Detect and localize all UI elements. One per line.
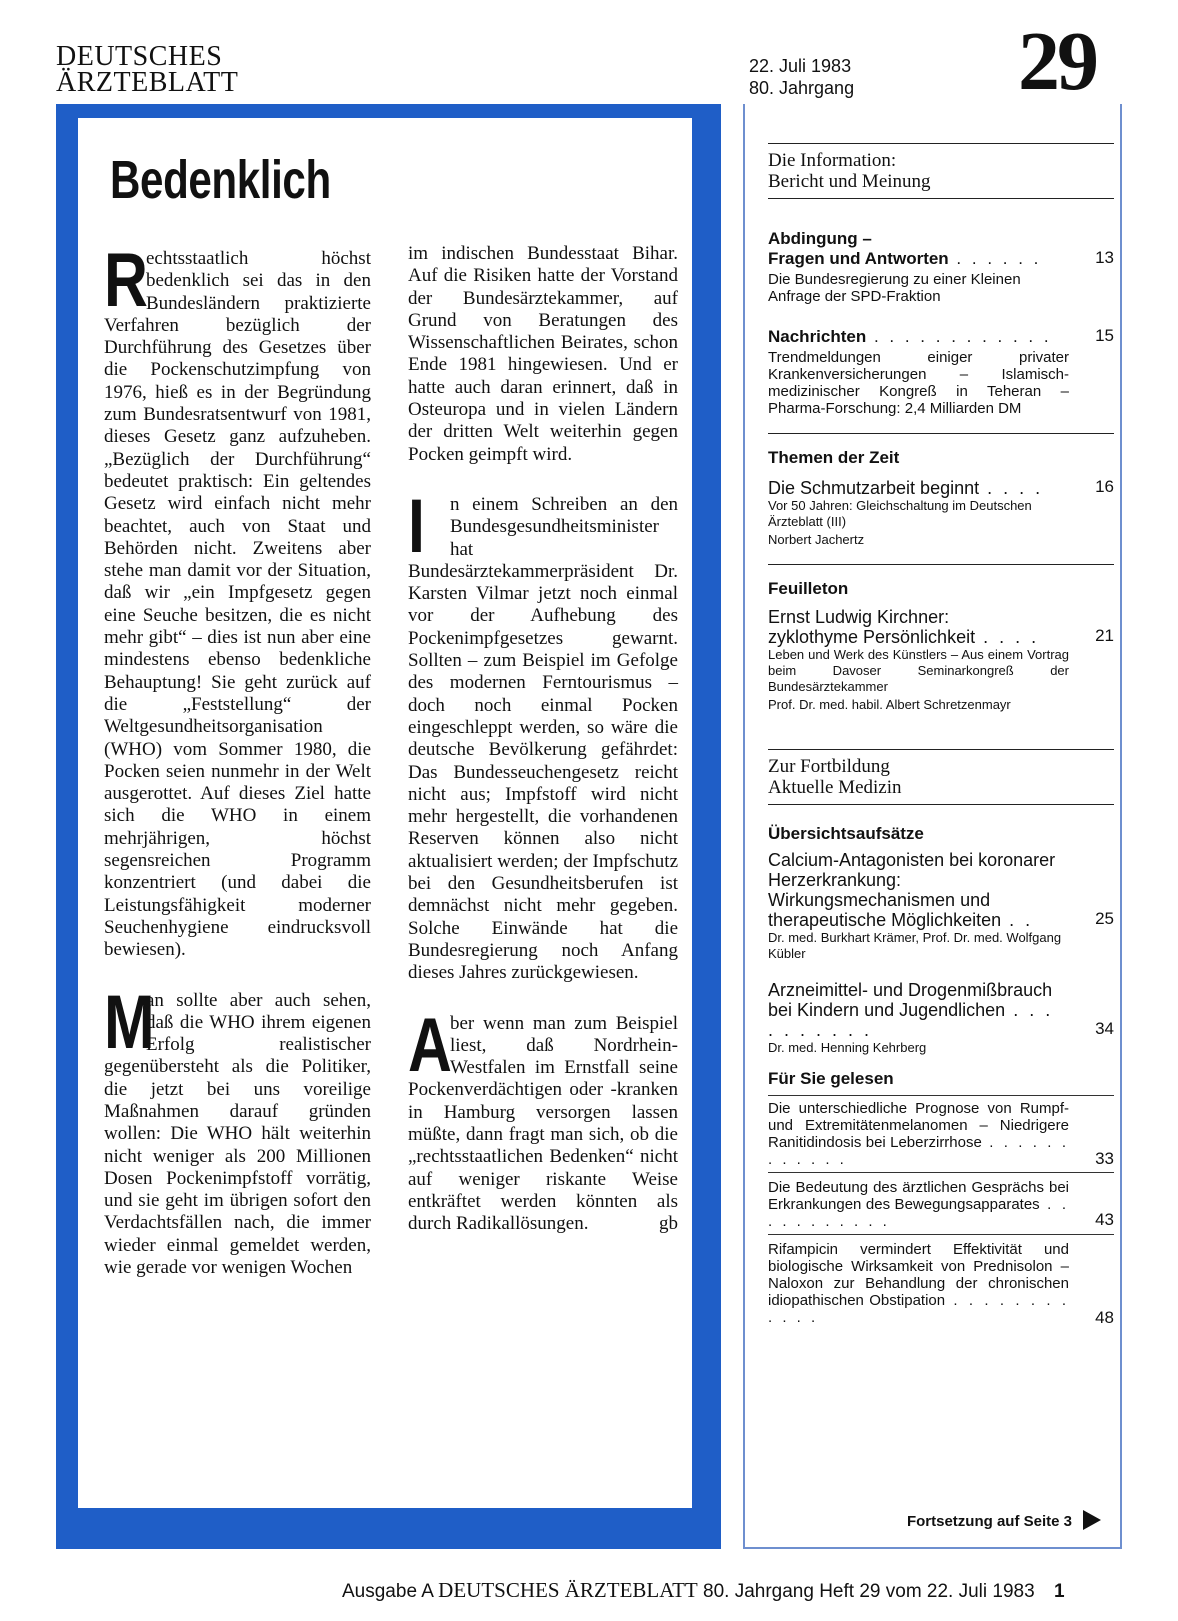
toc-entry-arzneimittel[interactable] [768,980,1114,1056]
entry-title-line-2: zyklothyme Persönlichkeit . . . . [768,627,1040,647]
toc-entry-gespraech[interactable] [768,1179,1114,1235]
article-paragraph [104,238,371,962]
toc-entry-melanom[interactable] [768,1100,1114,1173]
footer-page-number: 1 [1053,1581,1065,1602]
paragraph-text: an sollte aber auch sehen, daß die WHO ihrem eigenen Erfolg realistischer gegenübersteht als die Politiker, die jetzt bei uns voreilige Maßnahmen darauf gründen wollen: Die WHO hält weiterhin nicht weniger als 200 Millionen Dosen Pockenimpfstoff vorrätig, und sie geht im übrigen sofort den Verdachtsfällen nach, die immer wieder einmal gemeldet werden, wie gerade vor wenigen Wochen [104,989,371,1279]
entry-title: Abdingung – [768,229,872,248]
section-heading-feuilleton: Feuilleton [768,579,849,598]
entry-title: Nachrichten . . . . . . . . . . . . [768,327,1052,346]
section-label-line: Zur Fortbildung [768,756,890,777]
section-heading-gelesen: Für Sie gelesen [768,1070,1114,1096]
entry-text: Die Bedeutung des ärztlichen Gesprächs bei Erkrankungen des Bewegungsapparates . . . . . . . . . . . [768,1179,1069,1230]
entry-author: Dr. med. Burkhart Krämer, Prof. Dr. med. Wolfgang Kübler [768,930,1062,961]
entry-author: Norbert Jachertz [768,532,865,547]
toc-entry-feuilleton[interactable] [768,579,1114,713]
masthead-line-2: ÄRZTEBLATT [56,67,239,98]
issue-meta [749,55,854,99]
divider [768,804,1114,805]
arrow-right-icon [1083,1510,1101,1530]
entry-subtitle: Leben und Werk des Künstlers – Aus einem Vortrag beim Davoser Seminarkongreß der Bundesärztekammer [768,647,1069,694]
section-heading-themen: Themen der Zeit [768,448,900,467]
entry-text: Rifampicin vermindert Effektivität und biologische Wirksamkeit von Prednisolon – Naloxon zur Behandlung der chronischen idiopathischen Obstipation . . . . . . . . . . . . [768,1241,1069,1326]
issue-date: 22. Juli 1983 [749,56,852,76]
toc-entry-themen[interactable] [768,448,1114,548]
page-number: 15 [1095,326,1114,345]
page-number: 13 [1095,248,1114,267]
entry-subtitle: Vor 50 Jahren: Gleichschaltung im Deutschen Ärzteblatt (III) [768,498,1032,529]
paragraph-text: im indischen Bundesstaat Bihar. Auf die Risiken hatte der Vorstand der Bundesärztekammer, auf Grund von Beratungen des Wissenschaftlichen Beirates, schon Ende 1981 hingewiesen. Und er hatte auch daran erinnert, daß in Osteuropa und in vielen Ländern der dritten Welt weiterhin gegen Pocken geimpft wird. [408,243,678,465]
page-number: 34 [1095,1019,1114,1038]
divider [768,564,1114,565]
article-paragraph [408,243,678,466]
entry-title-line-2: Fragen und Antworten . . . . . . [768,249,1042,268]
entry-author: Dr. med. Henning Kehrberg [768,1040,927,1055]
article-column-left [104,238,371,1279]
toc-entry-rifampicin[interactable] [768,1241,1114,1326]
entry-title: Die Schmutzarbeit beginnt . . . . [768,478,1044,498]
entry-title: Ernst Ludwig Kirchner: [768,607,950,627]
paragraph-text: ber wenn man zum Beispiel liest, daß Nordrhein-Westfalen im Ernstfall seine Pockenverdächtigen oder -kranken in Hamburg versorgen lassen müßte, dann fragt man sich, ob die „rechtsstaatlichen Bedenken“ nicht auf weniger riskante Weise entkräftet werden könnten als durch Radikallösungen. [408,1012,678,1235]
editorial-headline: Bedenklich [110,150,331,210]
table-of-contents [768,143,1114,1326]
entry-description: Die Bundesregierung zu einer Kleinen Anfrage der SPD-Fraktion [768,271,1021,305]
page-number: 33 [1095,1149,1114,1168]
drop-cap: R [104,238,148,323]
footer-title: DEUTSCHES ÄRZTEBLATT [438,1578,698,1602]
entry-title: Calcium-Antagonisten bei koronarer Herzerkrankung: Wirkungsmechanismen und therapeutische Möglichkeiten . . [768,850,1056,930]
article-paragraph [104,979,371,1280]
paragraph-text: n einem Schreiben an den Bundesgesundheitsminister hat Bundesärztekammerpräsident Dr. Karsten Vilmar jetzt noch einmal vor der Aufhebung des Pockenimpfgesetzes gewarnt. Sollten – zum Beispiel im Gefolge des modernen Ferntourismus – doch noch einmal Pocken eingeschleppt werden, so wäre die deutsche Bevölkerung gefährdet: Das Bundesseuchengesetz reicht nicht aus; Impfstoff wird nicht mehr hergestellt, die vorhandenen Reserven können also nicht aktualisiert werden; der Impfschutz bei den Gesundheitsberufen ist demnächst nicht mehr gegeben. Solche Einwände hat die Bundesregierung noch Anfang dieses Jahres zurückgewiesen. [408,493,678,984]
toc-entry-nachrichten[interactable] [768,327,1114,417]
section-heading-uebersicht: Übersichtsaufsätze [768,824,924,843]
page-number: 43 [1095,1210,1114,1229]
section-label-line: Die Information: [768,150,897,171]
paragraph-text: echtsstaatlich höchst bedenklich sei das in den Bundesländern praktizierte Verfahren bezüglich der Durchführung des Gesetzes über die Pockenschutzimpfung von 1976, hieß es in der Begründung zum Bundesratsentwurf von 1981, dieses Gesetz ganz aufzuheben. „Bezüglich der Durchführung“ bedeutet praktisch: Ein geltendes Gesetz wird einfach nicht mehr beachtet, auch von Staat und Behörden nicht. Zweitens aber stehe man damit vor der Situation, daß wir „ein Impfgesetz gegen eine Seuche besitzen, die es nicht mehr gibt“ – dies ist nun aber eine mindestens ebenso bedenkliche Behauptung! Sie geht zurück auf die „Feststellung“ der Weltgesundheitsorganisation (WHO) vom Sommer 1980, die Pocken seien nunmehr in der Welt ausgerottet. Auf dieses Ziel hatte sich die WHO in einem mehrjährigen, höchst segensreichen Programm konzentriert (und dabei die Leistungsfähigkeit moderner Seuchenhygiene eindrucksvoll bewiesen). [104,248,371,961]
drop-cap: M [104,979,155,1065]
article-column-right [408,243,678,1235]
page-number: 48 [1095,1308,1114,1327]
article-paragraph [408,1002,678,1236]
entry-description: Trendmeldungen einiger privater Krankenversicherungen – Islamisch-medizinischer Kongreß in Teheran – Pharma-Forschung: 2,4 Milliarden DM [768,349,1069,417]
masthead-line-1: DEUTSCHES [56,41,223,72]
issue-number: 29 [1018,15,1096,108]
masthead [56,41,239,98]
toc-section-fortbildung [768,750,1114,804]
drop-cap: A [408,1002,452,1088]
divider [768,433,1114,434]
footer-issue: 80. Jahrgang Heft 29 vom 22. Juli 1983 [703,1581,1035,1602]
entry-author: Prof. Dr. med. habil. Albert Schretzenmayr [768,697,1011,712]
section-label-line: Aktuelle Medizin [768,777,902,798]
toc-entry-abdingung[interactable] [768,229,1114,305]
continuation-link[interactable]: Fortsetzung auf Seite 3 [906,1513,1072,1530]
issue-volume: 80. Jahrgang [749,78,855,98]
section-label-line: Bericht und Meinung [768,171,931,192]
entry-text: Die unterschiedliche Prognose von Rumpf- und Extremitätenmelanomen – Niedrigere Ranitidindosis bei Leberzirrhose . . . . . . . . . . . . [768,1100,1070,1168]
footer-edition: Ausgabe A [342,1581,433,1602]
author-signature: gb [659,1213,678,1235]
drop-cap: I [408,483,425,569]
page-number: 21 [1095,626,1114,645]
toc-section-information [768,144,1114,198]
divider [768,198,1114,199]
toc-entry-calcium[interactable] [768,850,1114,962]
page-number: 25 [1095,909,1114,928]
article-paragraph [408,483,678,985]
page-number: 16 [1095,477,1114,496]
page-footer [342,1578,1065,1603]
entry-title: Arzneimittel- und Drogenmißbrauch bei Kindern und Jugendlichen . . . . . . . . . . [768,980,1054,1040]
